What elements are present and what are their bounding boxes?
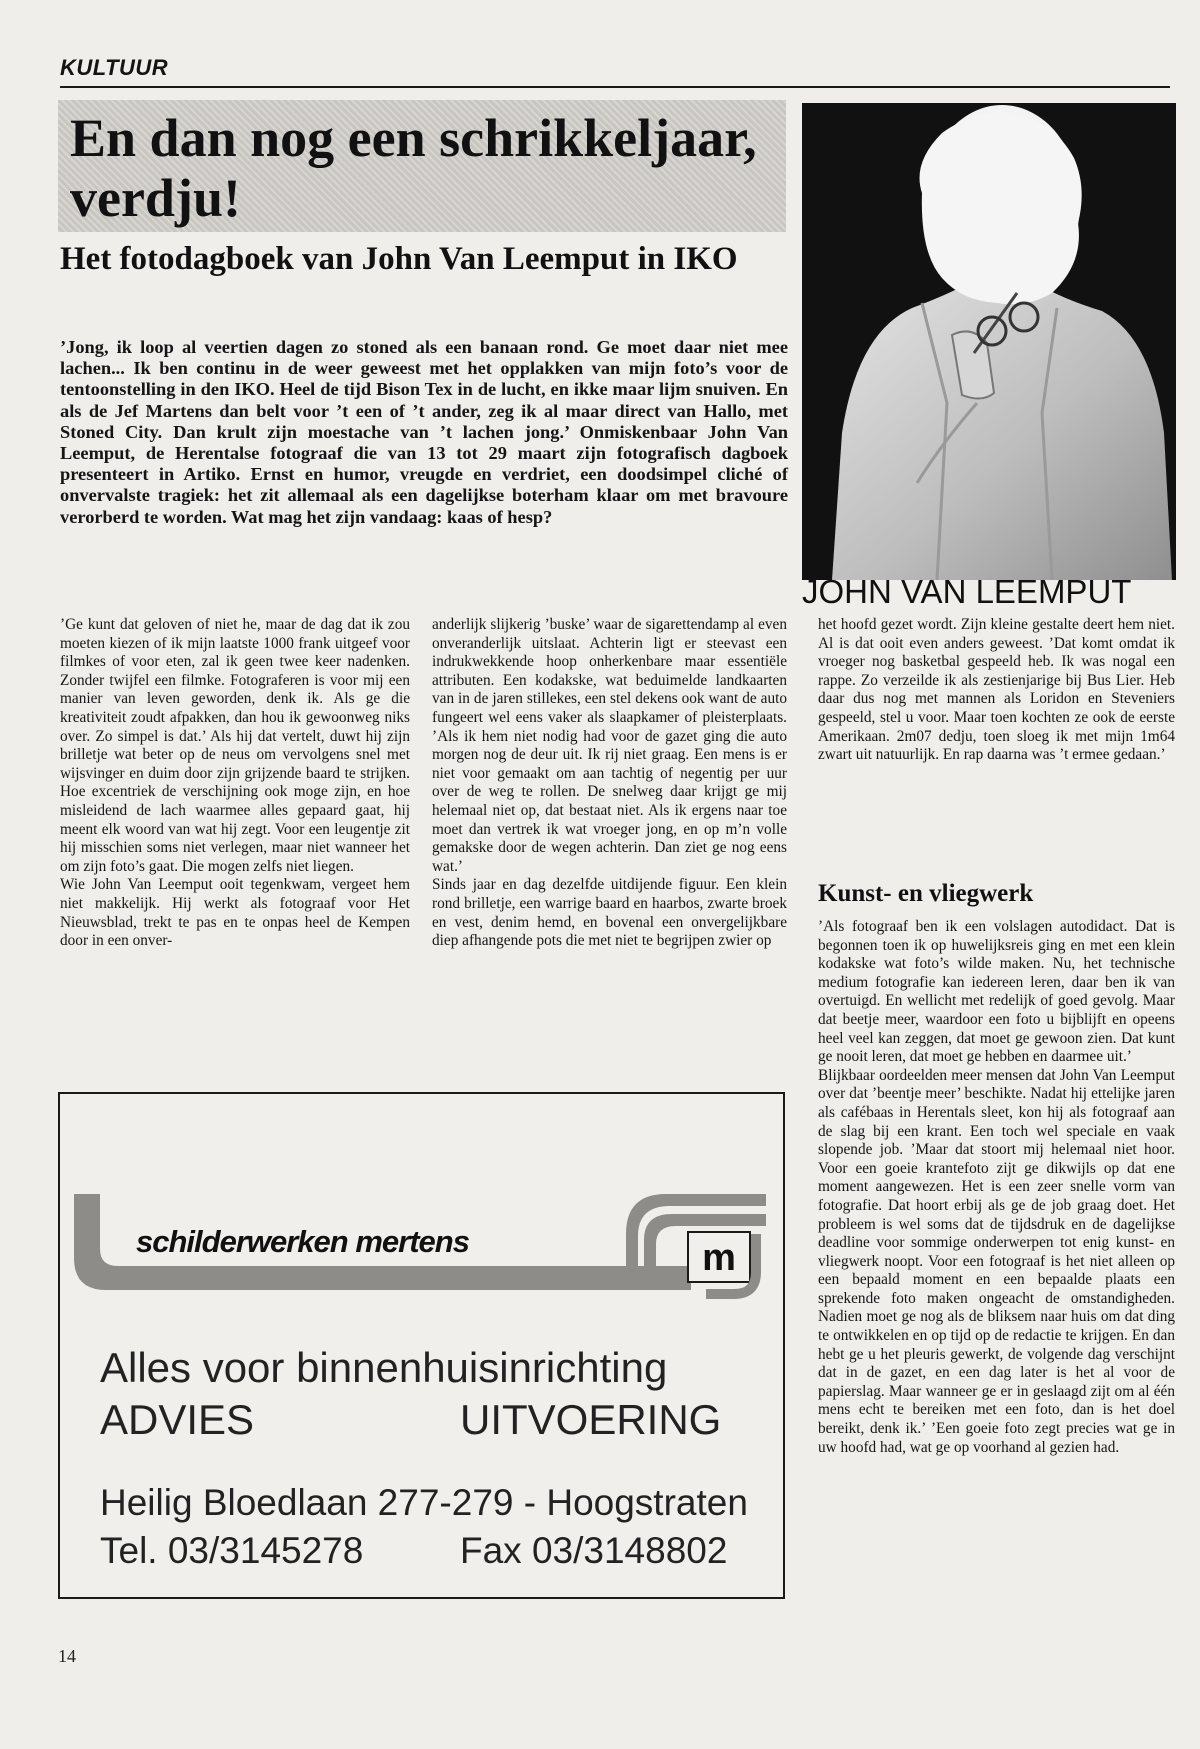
ad-uitvoering: UITVOERING xyxy=(460,1396,722,1443)
paragraph: ’Ge kunt dat geloven of niet he, maar de dag dat ik zou moeten kiezen of ik mijn laatste 1000 frank uitgeef voor filmkes of voor eten, zal ik geen twee keer nadenken. Zonder twijfel een filmke. Fotograferen is voor mij een manier van leven geworden, denk ik. Als ge die kreativiteit zoudt afpakken, dan hou ik gewoonweg niks over. Zo simpel is dat.’ Als hij dat vertelt, duwt hij zijn brilletje wat beter op de neus om vervolgens snel met wijsvinger en duim door zijn grijzende baard te strijken. Hoe excentriek de verschijning ook moge zijn, en hoe misleidend de lach waarmee alles gepaard gaat, hij meent elk woord van wat hij zegt. Voor een leugentje zit hij misschien soms niet verlegen, maar niet wanneer het om zijn foto’s gaat. Die mogen zelfs niet liegen. xyxy=(60,616,410,875)
page-number: 14 xyxy=(58,1646,76,1666)
ad-advies: ADVIES xyxy=(100,1396,255,1443)
header-rule xyxy=(60,86,1170,88)
column-3-top xyxy=(818,616,1175,765)
article-subtitle: Het fotodagboek van John Van Leemput in IKO xyxy=(60,241,738,277)
article-title: En dan nog een schrikkeljaar, verdju! xyxy=(70,108,757,229)
section-label: KULTUUR xyxy=(60,55,169,80)
paragraph: het hoofd gezet wordt. Zijn kleine gestalte deert hem niet. Al is dat ooit even anders geweest. ’Dat komt omdat ik vroeger nog basketbal gespeeld heb. Ik was nogal een rappe. Zo verzeilde ik als zestienjarige bij Bus Lier. Heb daar dus nog met mannen als Loridon en Steveniers gespeeld, stel u voor. Maar toen kochten ze ook de eerste Amerikaan. 2m07 dedju, toen sloeg ik met mijn 1m64 zwart uit natuurlijk. En rap daarna was ’t ermee gedaan.’ xyxy=(818,616,1175,764)
logo-letter: m xyxy=(702,1237,736,1279)
ad-company-name: schilderwerken mertens xyxy=(136,1224,469,1259)
paragraph: ’Als fotograaf ben ik een volslagen autodidact. Dat is begonnen toen ik op huwelijksreis ging en met een klein kodakske wat foto’s wilde maken. Nu, het technische medium fotografie kan iedereen leren, daar ben ik van overtuigd. En wellicht met redelijk of goed gevolg. Maar dat beetje meer, waardoor een foto u bijblijft en opeens heel veel kan zeggen, dat moet ge gewoon zien. Dat kunt ge nooit leren, dat moet ge hebben en daarmee uit.’ xyxy=(818,918,1175,1066)
ad-address: Heilig Bloedlaan 277-279 - Hoogstraten xyxy=(100,1482,748,1523)
advertisement xyxy=(58,1092,785,1599)
portrait-photo xyxy=(802,103,1176,580)
portrait-image xyxy=(802,103,1176,580)
column-2 xyxy=(432,616,787,951)
photo-caption: JOHN VAN LEEMPUT xyxy=(802,573,1132,610)
ad-telephone: Tel. 03/3145278 xyxy=(100,1530,364,1571)
paragraph: Blijkbaar oordeelden meer mensen dat John Van Leemput over dat ’beentje meer’ beschikte. Nadat hij ettelijke jaren als cafébaas in Herentals sleet, kon hij als fotograaf aan de slag bij een krant. Een toch wel speciale en vaak slopende job. ’Maar dat stoort mij helemaal niet hoor. Voor een goeie krantefoto zijt ge dikwijls op dat ene moment aangewezen. Het is een zeer snelle vorm van fotografie. Dat hoort erbij als ge de job graag doet. Het probleem is wel soms dat de tijdsdruk en de dagelijkse deadline voor sommige onderwerpen tot enig kunst- en vliegwerk noopt. Voor een fotograaf is het niet alleen op een bepaald moment en een bepaalde plaats een sprekende foto maken ongeacht de omstandigheden. Nadien moet ge nog als de bliksem naar huis om dat ding te ontwikkelen en op tijd op de redactie te krijgen. En dan hebt ge u het pleuris gewerkt, de volgende dag verschijnt dat in de gazet, en een dag later is het al voor de papierslag. Maar wanneer ge er in geslaagd zijt om al één mens echt te bereiken met een foto, dan is het doel bereikt, denk ik.’ ’Een goeie foto zegt precies wat ge in uw hoofd had, wat ge op voorhand al gezien had. xyxy=(818,1066,1175,1456)
ad-fax: Fax 03/3148802 xyxy=(460,1530,728,1571)
paragraph: Sinds jaar en dag dezelfde uitdijende figuur. Een klein rond brilletje, een warrige baard en haarbos, zwarte broek en vest, denim hemd, en bovenal een onvergelijkbare diep afhangende pots die met niet te begrijpen zwier op xyxy=(432,876,787,950)
paragraph: Wie John Van Leemput ooit tegenkwam, vergeet hem niet makkelijk. Hij werkt als fotograaf voor Het Nieuwsblad, trekt te pas en te onpas heel de Kempen door in een onver- xyxy=(60,876,410,950)
article-lead: ’Jong, ik loop al veertien dagen zo stoned als een banaan rond. Ge moet daar niet mee lachen... Ik ben continu in de weer geweest met het opplakken van mijn foto’s voor de tentoonstelling in den IKO. Heel de tijd Bison Tex in de lucht, en ikke maar lijm snuiven. En als de Jef Martens dan belt voor ’t een of ’t ander, zeg ik al maar direct van Hallo, met Stoned City. Dan krult zijn moestache van ’t lachen jong.’ Onmiskenbaar John Van Leemput, de Herentalse fotograaf die van 13 tot 29 maart zijn fotografisch dagboek presenteert in Artiko. Ernst en humor, vreugde en verdriet, een doodsimpel cliché of onvervalste tragiek: het zit allemaal als een dagelijkse boterham klaar om met bravoure verorberd te worden. Wat mag het zijn vandaag: kaas of hesp? xyxy=(60,337,788,527)
column-3-bottom xyxy=(818,918,1175,1457)
paragraph: anderlijk slijkerig ’buske’ waar de sigarettendamp al even onveranderlijk uitslaat. Achterin ligt er steevast een indrukwekkende hoop onherkenbare maar essentiële attributen. Een kodakske, wat beduimelde landkaarten van in de jaren stillekes, een stel dekens ook want de auto fungeert wel eens vaker als slaapkamer of pleisterplaats. ’Als ik hem niet nodig had voor de gazet ging die auto morgen nog de deur uit. Ik rij niet graag. Een mens is er niet voor gemaakt om aan tachtig of negentig per uur over de weg te rollen. De snelweg daar krijgt ge mij helemaal niet op, dat bestaat niet. Als ik ergens naar toe moet dan vertrek ik wat vroeger jong, en op m’n volle gemakske door de wegen achterin. Dan ziet ge nog eens wat.’ xyxy=(432,616,787,875)
column-1 xyxy=(60,616,410,951)
section-heading: Kunst- en vliegwerk xyxy=(818,880,1034,907)
ad-tagline: Alles voor binnenhuisinrichting xyxy=(100,1344,668,1391)
